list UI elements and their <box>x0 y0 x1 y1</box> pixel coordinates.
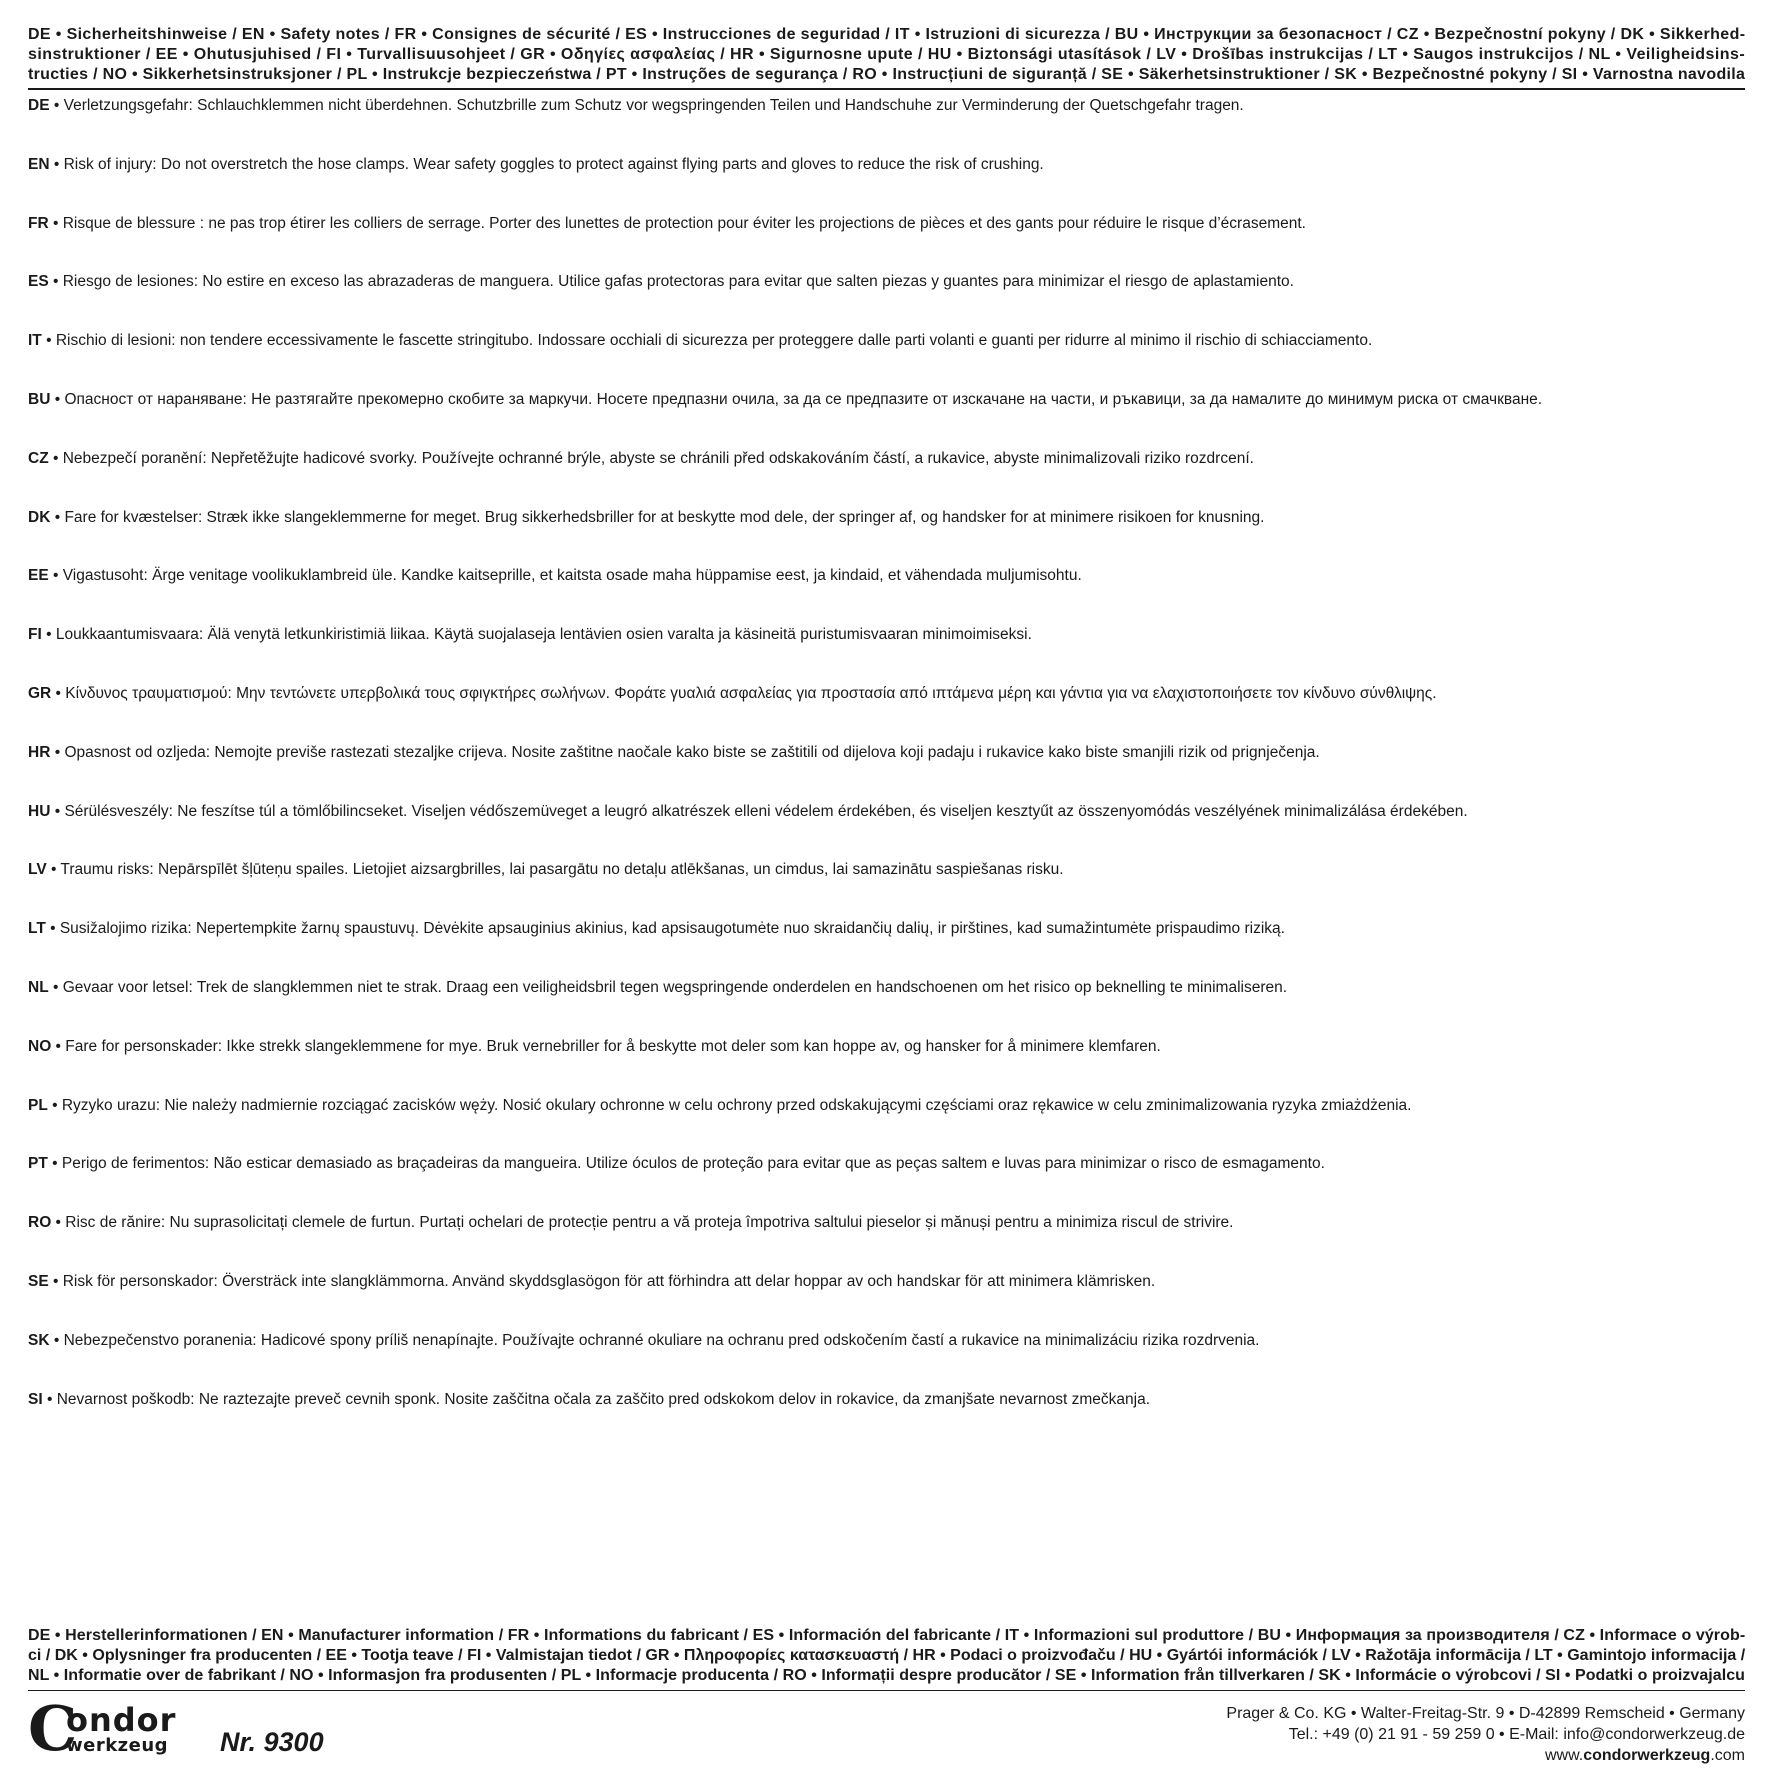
safety-note <box>28 508 1264 528</box>
language-code: HR <box>28 743 51 761</box>
language-code: BU <box>28 391 51 408</box>
note-text: Fare for kvæstelser: Stræk ikke slangeklemmerne for meget. Brug sikkerhedsbriller for at beskytte mod dele, der springer af, og handsker for at minimere risikoen for knusning. <box>64 508 1265 526</box>
safety-header-line-2: sinstruktioner / EE • Ohutusjuhised / FI • Turvallisuusohjeet / GR • Οδηγίες ασφαλείας / HR • Sigurnosne upute / HU • Biztonsági utasítások / LV • Drošības instrukcijas / LT • Saugos instrukcijos / NL • Veiligheidsins- <box>28 46 1746 63</box>
safety-note <box>28 1213 1233 1233</box>
safety-header-line-3: tructies / NO • Sikkerhetsinstruksjoner / PL • Instrukcje bezpieczeństwa / PT • Instruções de segurança / RO • Instrucțiuni de siguranță / SE • Säkerhetsinstruktioner / SK • Bezpečnostné pokyny / SI • Varnostna navodila <box>28 66 1746 83</box>
language-code: NL <box>28 979 49 996</box>
logo-subtitle: werkzeug <box>66 1735 169 1756</box>
note-text: Loukkaantumisvaara: Älä venytä letkunkiristimiä liikaa. Käytä suojalaseja lentävien osien varalta ja käsineitä puristumisvaaran minimoimiseksi. <box>55 626 1032 644</box>
url-prefix: www. <box>1544 1747 1584 1764</box>
language-code: DK <box>28 508 51 526</box>
bullet-separator: • <box>42 1390 57 1408</box>
language-code: PL <box>28 1096 48 1114</box>
note-text: Ryzyko urazu: Nie należy nadmiernie rozciągać zacisków węży. Nosić okulary ochronne w celu ochrony przed odskakującymi częściami oraz rękawice w celu zminimalizowania ryzyka zmiażdżenia. <box>61 1096 1412 1114</box>
language-code: IT <box>28 332 42 350</box>
footer <box>28 1692 1745 1765</box>
note-text: Risk of injury: Do not overstretch the hose clamps. Wear safety goggles to protect against flying parts and gloves to reduce the risk of crushing. <box>63 155 1044 173</box>
bullet-separator: • <box>48 273 63 291</box>
bullet-separator: • <box>51 1214 66 1232</box>
language-code: LT <box>28 920 46 938</box>
language-code: SI <box>28 1390 43 1408</box>
language-code: ES <box>28 273 49 291</box>
product-number: Nr. 9300 <box>220 1727 324 1757</box>
note-text: Risque de blessure : ne pas trop étirer les colliers de serrage. Porter des lunettes de protection pour éviter les projections de pièces et des gants pour réduire le risque d’écrasement. <box>62 214 1306 232</box>
language-code: DE <box>28 97 50 114</box>
manufacturer-address <box>1226 1703 1745 1766</box>
language-code: PT <box>28 1155 48 1173</box>
note-text: Κίνδυνος τραυματισμού: Μην τεντώνετε υπερβολικά τους σφιγκτήρες σωλήνων. Φοράτε γυαλιά ασφαλείας για προστασία από ιπτάμενα μέρη και γάντια για να ελαχιστοποιήσετε τον κίνδυνο σύνθλιψης. <box>65 685 1437 702</box>
bullet-separator: • <box>41 626 56 644</box>
bullet-separator: • <box>51 1037 66 1055</box>
language-code: LV <box>28 861 47 879</box>
address-line: Prager & Co. KG • Walter-Freitag-Str. 9 • D-42899 Remscheid • Germany <box>1226 1705 1745 1722</box>
manufacturer-header-line-2: ci / DK • Oplysninger fra producenten / EE • Tootja teave / FI • Valmistajan tiedot / GR • Πληροφορίες κατασκευαστή / HR • Podaci o proizvođaču / HU • Gyártói információk / LV • Ražotāja informācija / LT • Gamintojo informacija / <box>28 1647 1746 1664</box>
safety-note <box>28 155 1044 175</box>
note-text: Verletzungsgefahr: Schlauchklemmen nicht überdehnen. Schutzbrille zum Schutz vor wegspringenden Teilen und Handschuhe zur Verminderung der Quetschgefahr tragen. <box>63 97 1244 114</box>
note-text: Fare for personskader: Ikke strekk slangeklemmene for mye. Bruk vernebriller for å beskytte mot deler som kan hoppe av, og hansker for å minimere klemfaren. <box>65 1037 1161 1055</box>
note-text: Risc de rănire: Nu suprasolicitați clemele de furtun. Purtați ochelari de protecție pentru a vă proteja împotriva saltului pieselor și mănuși pentru a minimiza riscul de strivire. <box>65 1214 1234 1232</box>
safety-note <box>28 449 1254 469</box>
language-code: HU <box>28 802 51 820</box>
safety-note <box>28 566 1082 586</box>
note-text: Nebezpečenstvo poranenia: Hadicové spony príliš nenapínajte. Používajte ochranné okuliare na ochranu pred odskočením častí a rukavice na minimalizáciu rizika rozdrvenia. <box>63 1331 1260 1349</box>
manufacturer-header <box>28 1626 1745 1691</box>
safety-note <box>28 1390 1150 1410</box>
manufacturer-header-line-3: NL • Informatie over de fabrikant / NO • Informasjon fra produsenten / PL • Informacje producenta / RO • Informații despre producător / SE • Information från tillverkaren / SK • Informácie o výrobcovi / SI • Podatki o proizvajalcu <box>28 1667 1745 1684</box>
note-text: Nevarnost poškodb: Ne raztezajte preveč cevnih sponk. Nosite zaščitna očala za zaščito pred odskokom delov in rokavice, da zmanjšate nevarnost zmečkanja. <box>56 1390 1151 1408</box>
safety-header <box>28 25 1745 90</box>
bullet-separator: • <box>50 508 65 526</box>
bullet-separator: • <box>51 685 66 702</box>
safety-header-line-1: DE • Sicherheitshinweise / EN • Safety notes / FR • Consignes de sécurité / ES • Instrucciones de seguridad / IT • Istruzioni di sicurezza / BU • Инструкции за безопасност / CZ • Bezpečnostní pokyny / DK • Sikkerhed- <box>28 26 1746 43</box>
safety-note <box>28 684 1437 704</box>
safety-note <box>28 390 1542 410</box>
language-code: SK <box>28 1331 50 1349</box>
safety-note <box>28 919 1285 939</box>
bullet-separator: • <box>49 97 64 114</box>
note-text: Gevaar voor letsel: Trek de slangklemmen niet te strak. Draag een veiligheidsbril tegen wegspringende onderdelen en handschoenen om het risico op beknelling te minimaliseren. <box>62 979 1288 996</box>
bullet-separator: • <box>48 449 63 467</box>
logo-wordmark: ondor <box>66 1701 177 1739</box>
condor-logo <box>28 1692 208 1765</box>
bullet-separator: • <box>48 567 63 585</box>
bullet-separator: • <box>50 802 65 820</box>
bullet-separator: • <box>48 214 63 232</box>
safety-note <box>28 743 1320 763</box>
url-suffix: .com <box>1710 1747 1745 1764</box>
note-text: Sérülésveszély: Ne feszítse túl a tömlőbilincseket. Viseljen védőszemüveget a leugró alkatrészek elleni védelem érdekében, és viseljen kesztyűt az összenyomódás veszélyének minimalizálása érdekében. <box>64 802 1468 820</box>
language-code: FR <box>28 214 49 232</box>
bullet-separator: • <box>49 155 64 173</box>
safety-note <box>28 1272 1155 1292</box>
bullet-separator: • <box>47 1155 62 1173</box>
note-text: Опасност от нараняване: Не разтягайте прекомерно скобите за маркучи. Носете предпазни очила, за да се предпазите от изскачане на части, и ръкавици, за да намалите до минимум риска от смачкване. <box>64 391 1543 408</box>
logo-letter-c: C <box>28 1692 78 1765</box>
safety-note <box>28 978 1287 998</box>
note-text: Nebezpečí poranění: Nepřetěžujte hadicové svorky. Používejte ochranné brýle, abyste se chránili před odskakováním částí, a rukavice, abyste minimalizovali riziko rozdrcení. <box>62 449 1254 467</box>
website-link[interactable] <box>1226 1745 1745 1766</box>
note-text: Rischio di lesioni: non tendere eccessivamente le fascette stringitubo. Indossare occhiali di sicurezza per proteggere dalle parti volanti e guanti per ridurre al minimo il rischio di schiacciamento. <box>55 332 1373 350</box>
note-text: Vigastusoht: Ärge venitage voolikuklambreid üle. Kandke kaitseprille, et kaitsta osade maha hüppamise eest, ja kindaid, et vähendada muljumisohtu. <box>62 567 1082 585</box>
language-code: CZ <box>28 449 49 467</box>
bullet-separator: • <box>41 332 56 350</box>
bullet-separator: • <box>48 1273 63 1290</box>
safety-note <box>28 1096 1411 1116</box>
safety-note <box>28 625 1032 645</box>
bullet-separator: • <box>47 1096 62 1114</box>
bullet-separator: • <box>49 1331 64 1349</box>
language-code: SE <box>28 1273 49 1290</box>
note-text: Susižalojimo rizika: Nepertempkite žarnų spaustuvų. Dėvėkite apsauginius akinius, kad apsisaugotumėte nuo skraidančių dalių, ir pirštines, kad sumažintumėte prispaudimo riziką. <box>59 920 1285 938</box>
note-text: Opasnost od ozljeda: Nemojte previše rastezati stezaljke crijeva. Nosite zaštitne naočale kako biste se zaštitili od dijelova koji padaju i rukavice kako biste smanjili rizik od prignječenja. <box>64 743 1320 761</box>
language-code: FI <box>28 626 42 644</box>
safety-note <box>28 1331 1259 1351</box>
bullet-separator: • <box>50 391 65 408</box>
language-code: GR <box>28 685 52 702</box>
bullet-separator: • <box>45 920 60 938</box>
language-code: EE <box>28 567 49 585</box>
note-text: Risk för personskador: Översträck inte slangklämmorna. Använd skyddsglasögon för att förhindra att delar hoppar av och handskar för att minimera klämrisken. <box>62 1273 1156 1290</box>
bullet-separator: • <box>50 743 65 761</box>
footer-divider <box>28 1690 1745 1691</box>
language-code: EN <box>28 155 50 173</box>
safety-note <box>28 331 1372 351</box>
safety-note <box>28 802 1468 822</box>
manufacturer-header-line-1: DE • Herstellerinformationen / EN • Manufacturer information / FR • Informations du fabricant / ES • Información del fabricante / IT • Informazioni sul produttore / BU • Информация за производителя / CZ • Informace o výrob- <box>28 1627 1746 1644</box>
contact-line: Tel.: +49 (0) 21 91 - 59 259 0 • E-Mail: info@condorwerkzeug.de <box>1288 1726 1745 1743</box>
safety-note <box>28 272 1294 292</box>
safety-note <box>28 1154 1325 1174</box>
header-divider <box>28 88 1745 90</box>
url-domain: condorwerkzeug <box>1583 1747 1711 1764</box>
note-text: Traumu risks: Nepārspīlēt šļūteņu spailes. Lietojiet aizsargbrilles, lai pasargātu no detaļu atlēkšanas, un cimdus, lai samazinātu saspiešanas risku. <box>60 861 1064 879</box>
bullet-separator: • <box>48 979 63 996</box>
bullet-separator: • <box>46 861 61 879</box>
note-text: Perigo de ferimentos: Não esticar demasiado as braçadeiras da mangueira. Utilize óculos de proteção para evitar que as peças saltem e luvas para minimizar o risco de esmagamento. <box>61 1155 1325 1173</box>
safety-note <box>28 1037 1161 1057</box>
language-code: RO <box>28 1214 52 1232</box>
note-text: Riesgo de lesiones: No estire en exceso las abrazaderas de manguera. Utilice gafas protectoras para evitar que salten piezas y guantes para minimizar el riesgo de aplastamiento. <box>62 273 1294 291</box>
language-code: NO <box>28 1037 52 1055</box>
safety-note <box>28 214 1306 234</box>
safety-note <box>28 860 1064 880</box>
safety-note <box>28 96 1244 116</box>
